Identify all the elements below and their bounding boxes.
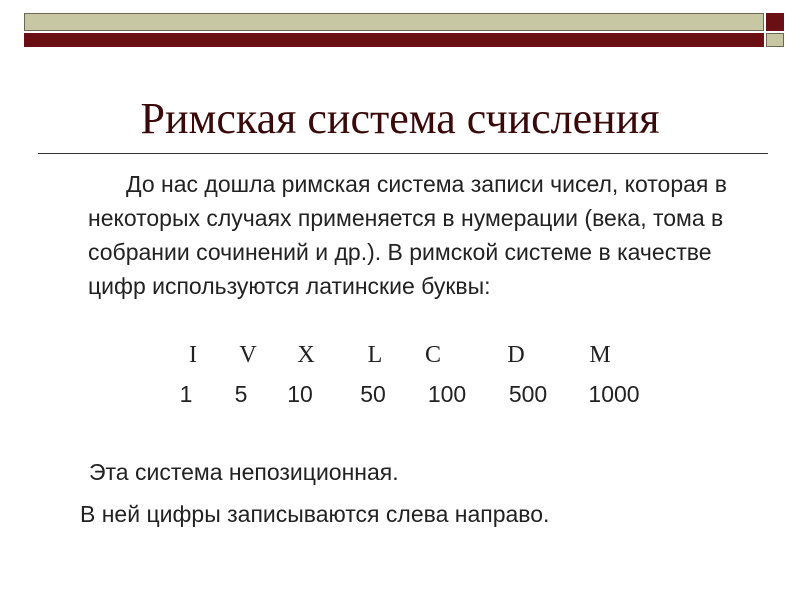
numeral-letter: C [424,342,442,368]
note-left-to-right: В ней цифры записываются слева направо. [80,501,550,527]
numeral-letter: I [189,342,197,368]
header-square-maroon [766,13,784,31]
numeral-value: 50 [360,381,386,407]
header-square-olive [766,33,784,47]
numeral-value: 500 [508,381,548,407]
numeral-value: 10 [287,381,313,407]
header-bar-maroon [24,33,764,47]
numeral-letter: X [297,342,315,368]
note-non-positional: Эта система непозиционная. [89,459,399,485]
slide-title: Римская система счисления [140,94,660,143]
numeral-letter: D [507,342,525,368]
title-divider [38,153,768,154]
numeral-letter: M [589,342,611,368]
numeral-letter: V [239,342,257,368]
header-bar-olive [24,13,764,31]
numeral-value: 100 [427,381,467,407]
intro-paragraph: До нас дошла римская система записи чисел, которая в некоторых случаях применяется в нумерации (века, тома в собрании сочинений и др.). В римской системе в качестве цифр используются латинские буквы: [88,171,727,299]
numeral-letter: L [367,342,383,368]
numeral-value: 1 [179,381,193,407]
numeral-value: 1000 [588,381,640,407]
numeral-value: 5 [234,381,248,407]
